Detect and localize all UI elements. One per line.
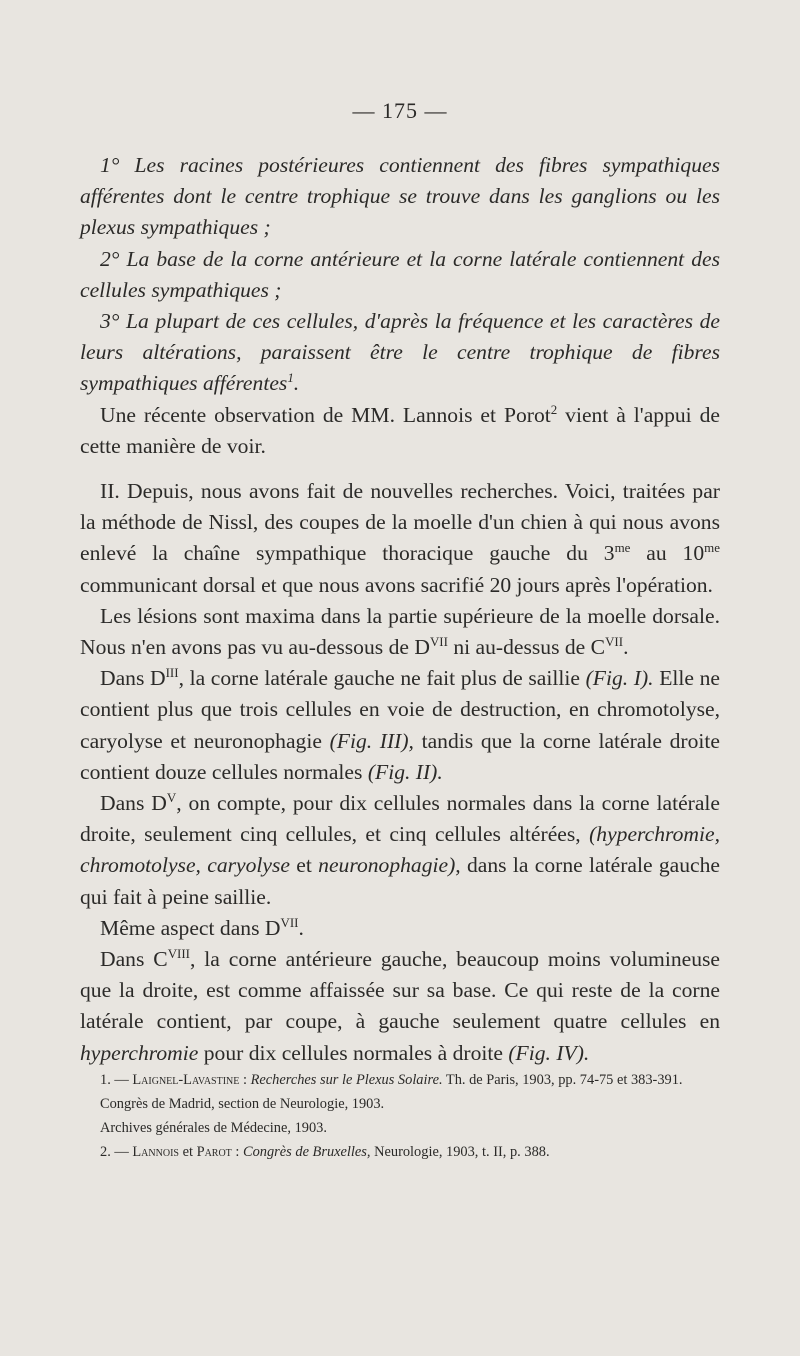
footnote-1-line3: Archives générales de Médecine, 1903. — [100, 1120, 327, 1136]
footnote-1: 1. — Laignel-Lavastine : Recherches sur le Plexus Solaire. Th. de Paris, 1903, pp. 74-75 et 383-391. — [100, 1072, 683, 1088]
paragraph-d3: Dans $D^{III}$, la corne latérale gauche ne fait plus de saillie (Fig. I). Elle ne contient plus que trois cellules en voie de destruction, en chromotolyse, caryolyse et neuronophagie (Fig. III), tandis que la corne latérale droite contient douze cellules normales (Fig. II). — [80, 665, 720, 784]
paragraph-c8: Dans $C^{VIII}$, la corne antérieure gauche, beaucoup moins volumineuse que la droite, est comme affaissée sur sa base. Ce qui reste de la corne latérale contient, par coupe, à gauche seulement quatre cellules en hyperchromie pour dix cellules normales à droite (Fig. IV). — [80, 945, 720, 1065]
page-number: — 175 — — [352, 98, 448, 123]
paragraph-conclusion-1: 1° Les racines postérieures contiennent des fibres sympathiques afférentes dont le centre trophique se trouve dans les ganglions ou les plexus sympathiques ; — [80, 153, 720, 240]
footnote-1-line2: Congrès de Madrid, section de Neurologie, 1903. — [100, 1096, 385, 1112]
figure-ref-ii[interactable]: (Fig. II). — [367, 759, 443, 784]
footnote-ref-2[interactable]: 2 — [550, 401, 558, 417]
paragraph-d5: Dans $D^V$, on compte, pour dix cellules normales dans la corne latérale droite, seulement cinq cellules, et cinq cellules altérées, (hyperchromie, chromotolyse, caryolyse et neuronophagie), dans la corne latérale gauche qui fait à peine saillie. — [80, 789, 721, 909]
figure-ref-iii[interactable]: (Fig. III), — [329, 728, 414, 753]
figure-ref-iv[interactable]: (Fig. IV). — [508, 1040, 590, 1065]
figure-ref-i[interactable]: (Fig. I). — [585, 666, 654, 691]
main-text — [80, 150, 720, 1069]
footnote-2: 2. — Lannois et Parot : Congrès de Bruxelles, Neurologie, 1903, t. II, p. 388. — [100, 1144, 550, 1160]
paragraph-observation: Une récente observation de MM. Lannois et Porot$^2$ vient à l'appui de cette manière de voir. — [80, 401, 720, 458]
paragraph-conclusion-3: 3° La plupart de ces cellules, d'après la fréquence et les caractères de leurs altérations, paraissent être le centre trophique de fibres sympathiques afférentes$^1$. — [80, 309, 720, 396]
paragraph-lesions: Les lésions sont maxima dans la partie supérieure de la moelle dorsale. Nous n'en avons pas vu au-dessous de $D^{VII}$ ni au-dessus de $C^{VII}$. — [80, 603, 720, 660]
footnote-ref-1[interactable]: 1 — [287, 370, 294, 386]
paragraph-section-ii: II. Depuis, nous avons fait de nouvelles recherches. Voici, traitées par la méthode de Nissl, des coupes de la moelle d'un chien à qui nous avons enlevé la chaîne sympathique thoracique gauche du $3^{me}$ au $10^{me}$ communicant dorsal et que nous avons sacrifié 20 jours après l'opération. — [80, 479, 720, 597]
footnotes — [80, 1068, 720, 1164]
paragraph-conclusion-2: 2° La base de la corne antérieure et la corne latérale contiennent des cellules sympathiques ; — [80, 246, 720, 302]
paragraph-d7: Même aspect dans $D^{VII}$. — [100, 914, 304, 940]
